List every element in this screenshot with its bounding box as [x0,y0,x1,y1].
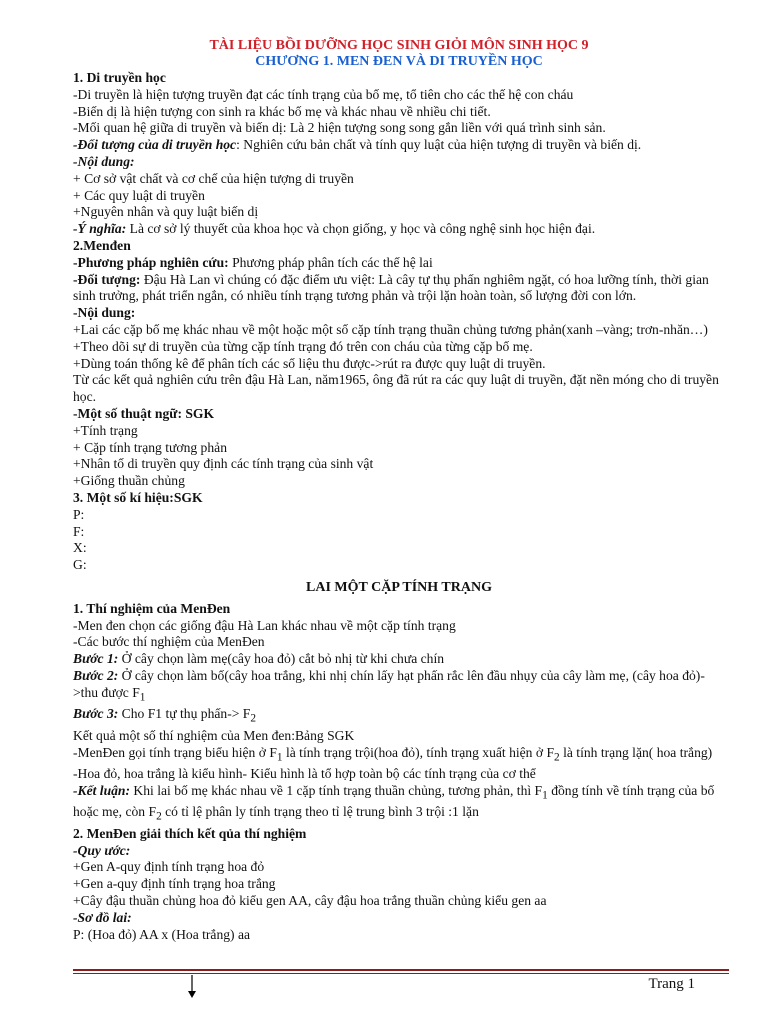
page-number: Trang 1 [648,976,695,992]
text-line: + Các quy luật di truyền [73,187,205,203]
text-paragraph: +Lai các cặp bố mẹ khác nhau về một hoặc một số cặp tính trạng thuần chủng tương phản(xanh –vàng; trơn-nhăn…) [73,321,708,337]
text: : Nghiên cứu bản chất và tính quy luật của hiện tượng di truyền và biến dị. [236,137,642,153]
label: Bước 1: [73,651,119,667]
document-title: TÀI LIỆU BỒI DƯỠNG HỌC SINH GIỎI MÔN SINH HỌC 9 [209,38,589,53]
symbol-f: F: [73,523,85,539]
text: đồng tính về tính trạng của bố hoặc mẹ, còn F [73,782,715,820]
section-heading: 1. Di truyền học [73,70,166,85]
text-line: +Gen a-quy định tính trạng hoa trắng [73,876,276,892]
text-line: +Theo dõi sự di truyền của từng cặp tính trạng đó trên con cháu của từng cặp bố mẹ. [73,338,533,354]
symbol-g: G: [73,557,87,573]
cross-line: P: (Hoa đỏ) AA x (Hoa trắng) aa [73,926,251,942]
subscript: 1 [542,789,548,802]
label: -Đối tượng: [73,271,141,287]
text-line: +Nhân tố di truyền quy định các tính trạng của sinh vật [73,456,374,472]
text-paragraph: Từ các kết quả nghiên cứu trên đậu Hà Lan, năm1965, ông đã rút ra các quy luật di truyền, đặt nền móng cho di truyền học. [73,372,719,405]
text-paragraph [73,272,725,306]
text-line: +Tính trạng [73,422,138,438]
text-line: -Một số thuật ngữ: SGK [73,405,215,421]
chapter-title: CHƯƠNG 1. MEN ĐEN VÀ DI TRUYỀN HỌC [255,54,543,69]
text: Khi lai bố mẹ khác nhau về 1 cặp tính trạng thuần chủng, tương phản, thì F [130,782,543,798]
text: là tính trạng trội(hoa đỏ), tính trạng xuất hiện ở F [282,744,555,760]
section-heading: 2. MenĐen giải thích kết qủa thí nghiệm [73,825,307,841]
document-page [73,38,725,943]
text-line: +Dùng toán thống kê để phân tích các số liệu thu được->rút ra được quy luật di truyền. [73,355,546,371]
text-line: +Giống thuần chủng [73,473,185,489]
text-line: -Hoa đỏ, hoa trắng là kiểu hình- Kiểu hình là tổ hợp toàn bộ các tính trạng của cơ thể [73,766,536,782]
text-line: -Các bước thí nghiệm của MenĐen [73,634,265,650]
label: -Phương pháp nghiên cứu: [73,254,229,270]
label: -Ý nghĩa: [73,221,127,237]
subscript: 2 [250,712,257,725]
footer-rule [73,969,729,971]
subscript: 2 [554,751,560,764]
section-title: LAI MỘT CẶP TÍNH TRẠNG [306,579,492,595]
section-heading: 2.Menđen [73,237,131,253]
symbol-x: X: [73,540,87,556]
text-line [73,255,725,272]
label: -Kết luận: [73,782,131,798]
text-paragraph [73,668,725,706]
text-line: -Men đen chọn các giống đậu Hà Lan khác nhau về một cặp tính trạng [73,617,456,633]
text-line: +Gen A-quy định tính trạng hoa đỏ [73,859,265,875]
text: có tỉ lệ phân ly tính trạng theo tỉ lệ trung bình 3 trội :1 lặn [161,804,479,820]
text-line: -Biến dị là hiện tượng con sinh ra khác bố mẹ và khác nhau về nhiều chi tiết. [73,103,491,119]
text: Đậu Hà Lan vì chúng có đặc điểm ưu việt: Là cây tự thụ phấn nghiêm ngặt, có hoa lưỡng tính, thời gian sinh trưởng, phát triển ngắn, có nhiều tính trạng tương phản và trội lặn hoàn toàn, số lượng đời con lớn. [73,271,709,304]
text: Cho F1 tự thụ phấn-> F [118,706,251,722]
text-line: +Nguyên nhân và quy luật biến dị [73,204,259,220]
text-line: + Cặp tính trạng tương phản [73,439,227,455]
text-paragraph [73,745,725,767]
text: Ở cây chọn làm bố(cây hoa trắng, khi nhị chín lấy hạt phấn rắc lên đầu nhụy của cây làm mẹ, (cây hoa đỏ)->thu được F [73,667,705,700]
text: Phương pháp phân tích các thế hệ lai [228,254,433,270]
text-line [73,651,725,668]
text-line: -Di truyền là hiện tượng truyền đạt các tính trạng của bố mẹ, tổ tiên cho các thế hệ con cháu [73,86,574,102]
text-line [73,221,725,238]
text: Là cơ sở lý thuyết của khoa học và chọn giống, y học và công nghệ sinh học hiện đại. [126,221,596,237]
section-heading: 1. Thí nghiệm của MenĐen [73,600,231,616]
subscript: 1 [276,751,283,764]
symbol-p: P: [73,506,85,522]
text: -MenĐen gọi tính trạng biểu hiện ở F [73,744,277,760]
text-line: -Sơ đồ lai: [73,909,132,925]
text-line: +Cây đậu thuần chủng hoa đỏ kiểu gen AA, cây đậu hoa trắng thuần chủng kiểu gen aa [73,893,547,909]
text: là tính trạng lặn( hoa trắng) [559,744,713,760]
down-arrow-icon [186,975,198,999]
text-line: -Quy ước: [73,842,131,858]
text-paragraph [73,783,725,826]
label: Bước 2: [73,667,119,683]
subscript: 2 [156,811,162,824]
text-line: Kết quả một số thí nghiệm của Men đen:Bảng SGK [73,727,355,743]
text-line: -Nội dung: [73,305,136,321]
section-heading: 3. Một số kí hiệu:SGK [73,489,203,505]
text-line [73,137,725,154]
text-line: -Mối quan hệ giữa di truyền và biến dị: Là 2 hiện tượng song song gắn liền với quá trình sinh sản. [73,120,606,136]
subscript: 1 [139,691,146,704]
label: -Đối tượng của di truyền học [73,137,237,153]
text: Ở cây chọn làm mẹ(cây hoa đỏ) cắt bỏ nhị từ khi chưa chín [118,651,445,667]
text-line: -Nội dung: [73,153,135,169]
text-line: + Cơ sở vật chất và cơ chế của hiện tượng di truyền [73,170,354,186]
label: Bước 3: [73,706,119,722]
footer-rule-thin [73,973,729,974]
text-line [73,706,725,728]
